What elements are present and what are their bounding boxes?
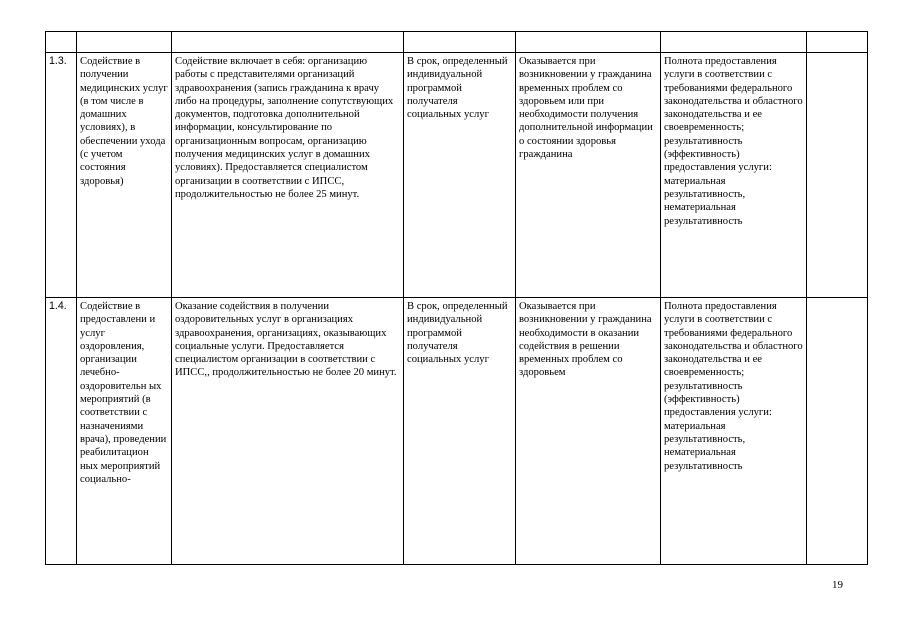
header-cell xyxy=(807,32,868,53)
header-cell xyxy=(46,32,77,53)
service-condition: Оказывается при возникновении у гражданина временных проблем со здоровьем или при необходимости получения дополнительной информации о состоянии здоровья гражданина xyxy=(516,53,661,298)
table-row xyxy=(46,298,868,565)
service-name: Содействие в получении медицинских услуг (в том числе в домашних условиях), в обеспечении ухода (с учетом состояния здоровья) xyxy=(77,53,172,298)
header-cell xyxy=(172,32,404,53)
service-quality: Полнота предоставления услуги в соответствии с требованиями федерального законодательства и областного законодательства и ее своевременность; результативность (эффективность) предоставления услуги: материальная результативность, нематериальная результативность xyxy=(661,53,807,298)
row-number: 1.3. xyxy=(46,53,77,298)
service-extra xyxy=(807,53,868,298)
service-name: Содействие в предоставлени и услуг оздоровления, организации лечебно-оздоровительн ых мероприятий (в соответствии с назначениями врача), проведении реабилитацион ных мероприятий социально- xyxy=(77,298,172,565)
services-table xyxy=(45,31,868,565)
page-number: 19 xyxy=(832,579,843,591)
service-condition: Оказывается при возникновении у гражданина необходимости в оказании содействия в решении временных проблем со здоровьем xyxy=(516,298,661,565)
service-deadline: В срок, определенный индивидуальной программой получателя социальных услуг xyxy=(404,53,516,298)
header-cell xyxy=(516,32,661,53)
header-cell xyxy=(404,32,516,53)
header-cell xyxy=(661,32,807,53)
service-quality: Полнота предоставления услуги в соответствии с требованиями федерального законодательства и областного законодательства и ее своевременность; результативность (эффективность) предоставления услуги: материальная результативность, нематериальная результативность xyxy=(661,298,807,565)
table-row xyxy=(46,53,868,298)
header-cell xyxy=(77,32,172,53)
service-description: Оказание содействия в получении оздоровительных услуг в организациях здравоохранения, организациях, оказывающих социальные услуги. Предоставляется специалистом организации в соответствии с ИПСС,, продолжительностью не более 20 минут. xyxy=(172,298,404,565)
table-header-row xyxy=(46,32,868,53)
service-extra xyxy=(807,298,868,565)
service-deadline: В срок, определенный индивидуальной программой получателя социальных услуг xyxy=(404,298,516,565)
service-description: Содействие включает в себя: организацию работы с представителями организаций здравоохранения (запись гражданина к врачу либо на процедуры, заполнение сопутствующих документов, подготовка дополнительной информации, консультирование по организационным вопросам, организацию получения медицинских услуг в домашних условиях). Предоставляется специалистом организации в соответствии с ИПСС, продолжительностью не более 25 минут. xyxy=(172,53,404,298)
row-number: 1.4. xyxy=(46,298,77,565)
